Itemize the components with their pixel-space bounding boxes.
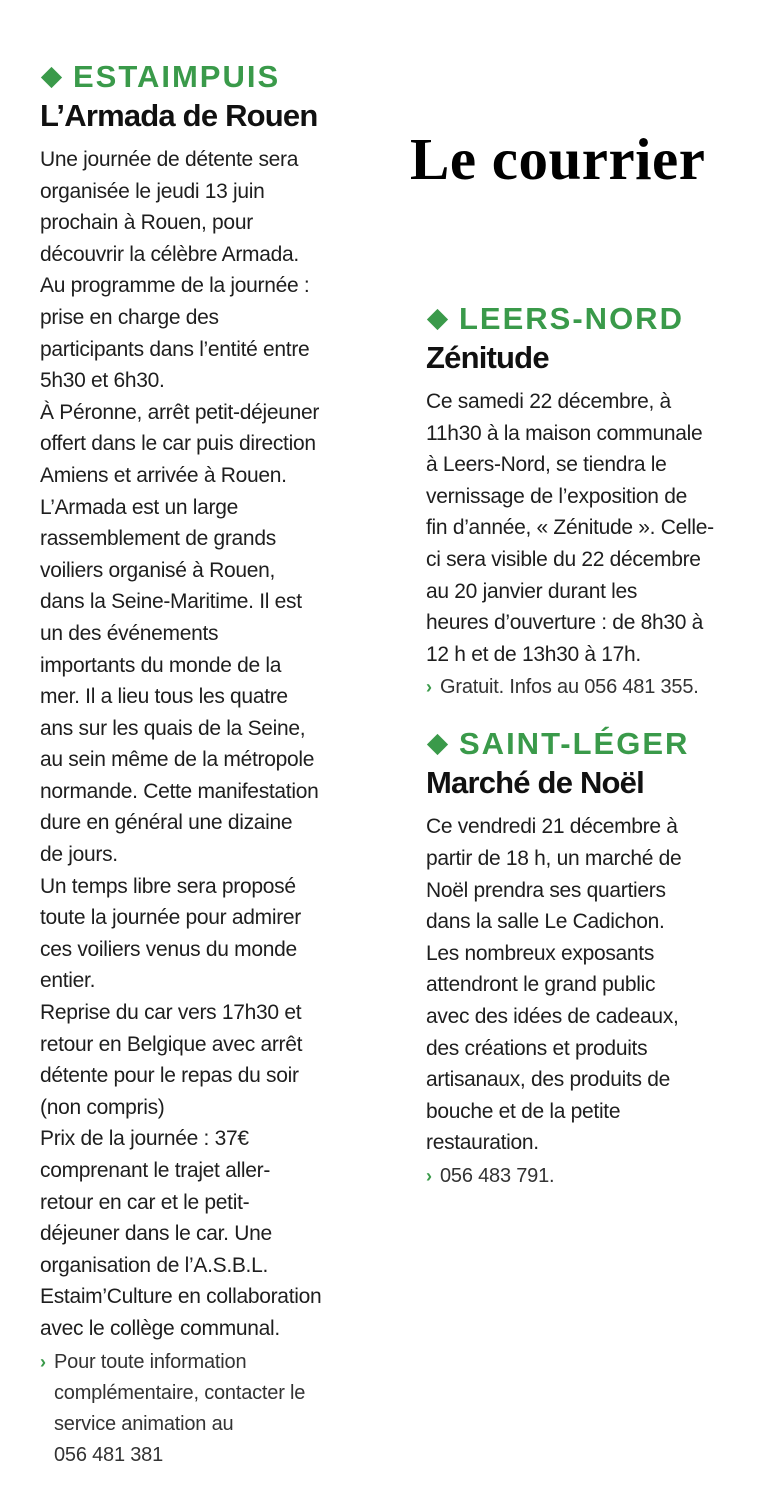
body-line: ci sera visible du 22 décembre (426, 547, 701, 571)
article-body (426, 386, 746, 670)
info-text (440, 1161, 554, 1192)
article-headline: L’Armada de Rouen (40, 98, 318, 133)
body-line: vernissage de l’exposition de (426, 484, 687, 508)
article-saint-leger (426, 725, 746, 1192)
body-line: importants du monde de la (40, 653, 282, 677)
body-line: toute la journée pour admirer (40, 906, 301, 930)
body-line: prochain à Rouen, pour (40, 211, 253, 235)
article-body (426, 811, 746, 1159)
article-info (40, 1347, 370, 1471)
body-line: offert dans le car puis direction (40, 432, 316, 456)
body-line: artisanaux, des produits de (426, 1068, 671, 1092)
article-info (426, 672, 746, 703)
body-line: fin d’année, « Zénitude ». Celle- (426, 516, 714, 540)
body-line: découvrir la célèbre Armada. (40, 242, 299, 266)
chevron-right-icon: › (426, 1165, 432, 1186)
info-line: service animation au (54, 1412, 234, 1435)
article-location (426, 725, 746, 763)
body-line: bouche et de la petite (426, 1099, 621, 1123)
body-line: Au programme de la journée : (40, 274, 310, 298)
info-text (54, 1347, 305, 1471)
left-column (40, 58, 370, 1493)
location-label: SAINT-LÉGER (459, 726, 690, 762)
body-line: Prix de la journée : 37€ (40, 1127, 249, 1151)
info-line: 056 483 791. (440, 1164, 555, 1187)
body-line: dure en général une dizaine (40, 811, 293, 835)
article-estaimpuis (40, 58, 370, 1471)
info-text (440, 672, 699, 703)
body-line: restauration. (426, 1131, 539, 1155)
body-line: Une journée de détente sera (40, 148, 299, 171)
body-line: avec le collège communal. (40, 1316, 280, 1340)
publication-title: Le courrier (410, 126, 706, 192)
article-headline: Marché de Noël (426, 765, 644, 801)
body-line: Les nombreux exposants (426, 941, 655, 965)
body-line: heures d’ouverture : de 8h30 à (426, 611, 704, 635)
body-line: Amiens et arrivée à Rouen. (40, 463, 287, 487)
body-line: (non compris) (40, 1095, 165, 1119)
body-line: déjeuner dans le car. Une (40, 1222, 272, 1246)
body-line: voiliers organisé à Rouen, (40, 558, 276, 582)
body-line: 11h30 à la maison communale (426, 421, 703, 445)
body-line: 12 h et de 13h30 à 17h. (426, 642, 641, 666)
article-headline: Zénitude (426, 340, 549, 375)
diamond-icon (41, 66, 62, 87)
body-line: Ce samedi 22 décembre, à (426, 390, 671, 413)
body-line: participants dans l’entité entre (40, 337, 310, 361)
diamond-icon (427, 734, 448, 755)
chevron-right-icon: › (426, 677, 432, 698)
info-line: Pour toute information (54, 1350, 247, 1373)
body-line: au 20 janvier durant les (426, 579, 638, 603)
body-line: ces voiliers venus du monde (40, 937, 297, 961)
location-label: ESTAIMPUIS (73, 59, 281, 94)
body-line: L’Armada est un large (40, 495, 238, 519)
body-line: un des événements (40, 621, 219, 645)
body-line: comprenant le trajet aller- (40, 1159, 271, 1182)
body-line: rassemblement de grands (40, 527, 276, 551)
body-line: retour en car et le petit- (40, 1190, 250, 1214)
body-line: Ce vendredi 21 décembre à (426, 815, 678, 839)
body-line: au sein même de la métropole (40, 748, 315, 772)
article-leers-nord (426, 300, 746, 703)
article-location (426, 300, 746, 338)
body-line: ans sur les quais de la Seine, (40, 716, 306, 740)
body-line: retour en Belgique avec arrêt (40, 1032, 303, 1056)
body-line: Estaim’Culture en collaboration (40, 1285, 322, 1309)
body-line: normande. Cette manifestation (40, 779, 319, 803)
body-line: dans la salle Le Cadichon. (426, 910, 665, 934)
info-line: 056 481 381 (54, 1443, 164, 1466)
body-line: partir de 18 h, un marché de (426, 846, 682, 870)
right-column (426, 300, 746, 1214)
body-line: organisation de l’A.S.B.L. (40, 1253, 269, 1277)
body-line: des créations et produits (426, 1036, 648, 1060)
body-line: avec des idées de cadeaux, (426, 1004, 679, 1028)
chevron-right-icon: › (40, 1351, 46, 1372)
body-line: dans la Seine-Maritime. Il est (40, 590, 302, 614)
body-line: À Péronne, arrêt petit-déjeuner (40, 400, 320, 424)
body-line: de jours. (40, 843, 118, 867)
body-line: prise en charge des (40, 305, 219, 329)
body-line: Reprise du car vers 17h30 et (40, 1001, 302, 1025)
body-line: détente pour le repas du soir (40, 1064, 299, 1088)
body-line: Un temps libre sera proposé (40, 874, 296, 898)
body-line: à Leers-Nord, se tiendra le (426, 453, 667, 477)
info-line: Gratuit. Infos au 056 481 355. (440, 676, 699, 699)
body-line: entier. (40, 969, 96, 993)
info-line: complémentaire, contacter le (54, 1381, 306, 1404)
body-line: 5h30 et 6h30. (40, 369, 165, 393)
body-line: attendront le grand public (426, 973, 656, 997)
body-line: mer. Il a lieu tous les quatre (40, 685, 288, 709)
body-line: Noël prendra ses quartiers (426, 878, 666, 902)
location-label: LEERS-NORD (459, 301, 684, 336)
article-body (40, 144, 370, 1345)
article-info (426, 1161, 746, 1192)
article-location (40, 58, 370, 96)
diamond-icon (427, 308, 448, 329)
body-line: organisée le jeudi 13 juin (40, 179, 265, 203)
